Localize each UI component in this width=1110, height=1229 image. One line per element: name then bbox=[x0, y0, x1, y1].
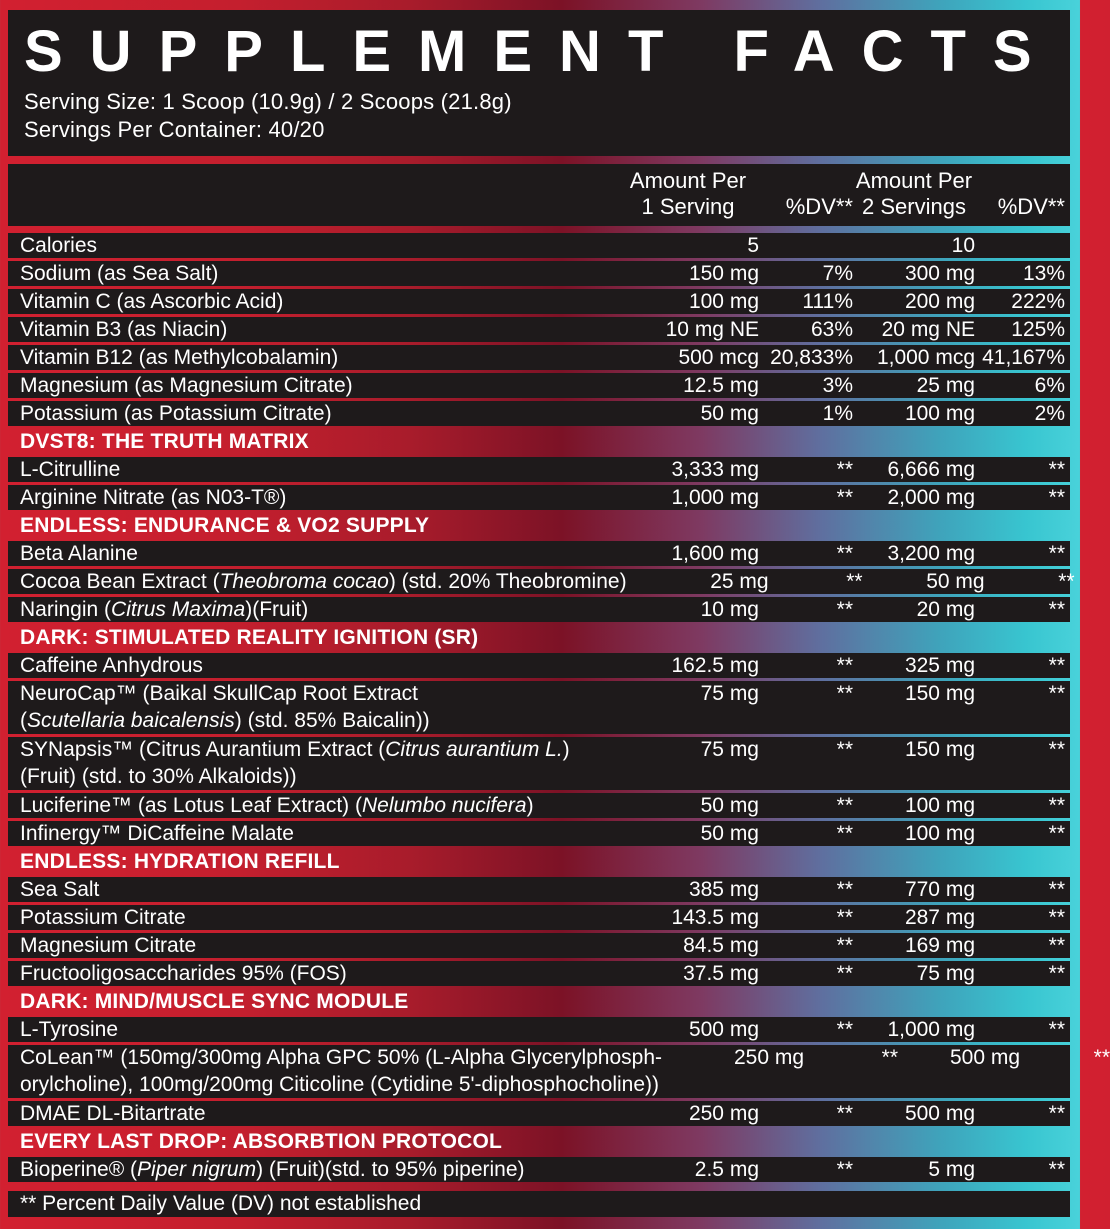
amount-2-servings: 325 mg bbox=[904, 654, 975, 677]
amount-2-servings: 20 mg NE bbox=[881, 318, 975, 341]
column-header-spacer bbox=[20, 168, 617, 220]
table-row bbox=[8, 345, 1070, 370]
amount-2-servings: 287 mg bbox=[904, 906, 975, 929]
dv-1-serving: ** bbox=[836, 1158, 853, 1181]
amount-1-serving: 75 mg bbox=[700, 682, 759, 705]
table-row bbox=[8, 457, 1070, 482]
amount-2-servings: 75 mg bbox=[916, 962, 975, 985]
ingredient-name-line: Infinergy™ DiCaffeine Malate bbox=[20, 822, 294, 845]
serving2-label: 2 Servings bbox=[862, 194, 966, 219]
amount-1-serving: 75 mg bbox=[700, 738, 759, 761]
dv-2-servings: ** bbox=[1048, 1018, 1065, 1041]
ingredient-name bbox=[20, 233, 617, 258]
table-row bbox=[8, 541, 1070, 566]
ingredient-name bbox=[20, 569, 627, 594]
dv-2-servings: ** bbox=[1048, 486, 1065, 509]
table-row bbox=[8, 401, 1070, 426]
dv-2-servings: ** bbox=[1058, 570, 1075, 593]
table-row bbox=[8, 681, 1070, 734]
table-row bbox=[8, 233, 1070, 258]
dv-1-serving: ** bbox=[836, 934, 853, 957]
ingredient-name-line: Arginine Nitrate (as N03-T®) bbox=[20, 486, 287, 509]
ingredient-name-line: Sodium (as Sea Salt) bbox=[20, 262, 219, 285]
table-row bbox=[8, 569, 1075, 594]
amount-2-servings: 100 mg bbox=[904, 794, 975, 817]
amount-1-serving: 250 mg bbox=[733, 1046, 805, 1069]
amount-1-serving: 1,600 mg bbox=[671, 542, 759, 565]
column-headers bbox=[8, 164, 1070, 226]
serving-size: Serving Size: 1 Scoop (10.9g) / 2 Scoops (21.8g) bbox=[24, 89, 512, 114]
amount-1-serving: 1,000 mg bbox=[671, 486, 759, 509]
section-header: DARK: STIMULATED REALITY IGNITION (SR) bbox=[20, 626, 479, 649]
ingredient-name bbox=[20, 1101, 617, 1126]
title-block bbox=[8, 10, 1070, 156]
ingredient-name-line: NeuroCap™ (Baikal SkullCap Root Extract bbox=[20, 682, 418, 705]
amount-2-servings: 500 mg bbox=[904, 1102, 975, 1125]
dv-1-serving: ** bbox=[881, 1046, 899, 1069]
ingredient-name-line: Beta Alanine bbox=[20, 542, 138, 565]
dv-2-servings: ** bbox=[1048, 542, 1065, 565]
ingredient-name-line: L-Citrulline bbox=[20, 458, 121, 481]
dv-1-serving: 3% bbox=[822, 374, 853, 397]
table-row bbox=[8, 317, 1070, 342]
amount-1-serving: 25 mg bbox=[710, 570, 769, 593]
ingredient-name bbox=[20, 681, 617, 734]
dv-1-serving: ** bbox=[846, 570, 863, 593]
dv-1-serving: ** bbox=[836, 458, 853, 481]
dv-2-servings: ** bbox=[1048, 906, 1065, 929]
dv-1-serving: ** bbox=[836, 878, 853, 901]
amount-1-serving: 385 mg bbox=[688, 878, 759, 901]
ingredient-name-line: Potassium (as Potassium Citrate) bbox=[20, 402, 332, 425]
amount-2-servings: 770 mg bbox=[904, 878, 975, 901]
amount-2-servings: 2,000 mg bbox=[887, 486, 975, 509]
servings-per-container: Servings Per Container: 40/20 bbox=[24, 117, 325, 142]
ingredient-name-line: Naringin (Citrus Maxima)(Fruit) bbox=[20, 598, 309, 621]
dv2-label: %DV** bbox=[997, 194, 1065, 219]
dv-1-serving: ** bbox=[836, 486, 853, 509]
ingredient-name-line: CoLean™ (150mg/300mg Alpha GPC 50% (L-Alpha Glycerylphosph- bbox=[20, 1046, 663, 1069]
dv-1-serving: ** bbox=[836, 962, 853, 985]
amount-1-serving: 50 mg bbox=[700, 794, 759, 817]
dv-2-servings: ** bbox=[1093, 1046, 1110, 1069]
table-row bbox=[8, 877, 1070, 902]
amount-1-serving: 5 bbox=[747, 234, 759, 257]
dv-2-servings: ** bbox=[1048, 878, 1065, 901]
table-row bbox=[8, 485, 1070, 510]
amount-2-servings: 50 mg bbox=[926, 570, 985, 593]
ingredient-name-line: Magnesium Citrate bbox=[20, 934, 197, 957]
amount-1-serving: 3,333 mg bbox=[671, 458, 759, 481]
amount-per-label: Amount Per bbox=[629, 168, 747, 193]
amount-2-servings: 6,666 mg bbox=[887, 458, 975, 481]
table-row bbox=[8, 821, 1070, 846]
table-row bbox=[8, 1017, 1070, 1042]
ingredient-name-line: SYNapsis™ (Citrus Aurantium Extract (Citrus aurantium L.) bbox=[20, 738, 570, 761]
amount-2-servings: 100 mg bbox=[904, 402, 975, 425]
dv-2-servings: ** bbox=[1048, 458, 1065, 481]
amount-1-serving: 84.5 mg bbox=[683, 934, 759, 957]
amount-2-servings: 200 mg bbox=[904, 290, 975, 313]
table-row bbox=[8, 653, 1070, 678]
table-row bbox=[8, 289, 1070, 314]
dv-1-serving: 1% bbox=[822, 402, 853, 425]
ingredient-name-line: Caffeine Anhydrous bbox=[20, 654, 203, 677]
serving1-label: 1 Serving bbox=[641, 194, 735, 219]
dv-1-serving: ** bbox=[836, 906, 853, 929]
dv-2-servings: 125% bbox=[1011, 318, 1065, 341]
ingredient-name bbox=[20, 289, 617, 314]
dv-1-serving: 7% bbox=[822, 262, 853, 285]
dv-2-servings: ** bbox=[1048, 682, 1065, 705]
table-row bbox=[8, 597, 1070, 622]
dv-2-servings: ** bbox=[1048, 962, 1065, 985]
ingredient-name-line: Fructooligosaccharides 95% (FOS) bbox=[20, 962, 347, 985]
dv-2-servings: 13% bbox=[1022, 262, 1065, 285]
amount-1-serving: 12.5 mg bbox=[683, 374, 759, 397]
facts-table bbox=[8, 233, 1110, 1185]
amount-2-servings: 1,000 mg bbox=[887, 1018, 975, 1041]
table-row bbox=[8, 1157, 1070, 1182]
ingredient-name-line: Vitamin B3 (as Niacin) bbox=[20, 318, 228, 341]
dv-2-servings: ** bbox=[1048, 1102, 1065, 1125]
dv-2-servings: 6% bbox=[1034, 374, 1065, 397]
table-row bbox=[8, 373, 1070, 398]
section-header: ENDLESS: HYDRATION REFILL bbox=[20, 850, 340, 873]
amount-1-serving: 162.5 mg bbox=[671, 654, 759, 677]
dv-2-servings: ** bbox=[1048, 822, 1065, 845]
footnote: ** Percent Daily Value (DV) not established bbox=[8, 1191, 1070, 1217]
ingredient-name-line: Cocoa Bean Extract (Theobroma cocao) (std. 20% Theobromine) bbox=[20, 570, 627, 593]
ingredient-name-line: Vitamin C (as Ascorbic Acid) bbox=[20, 290, 284, 313]
ingredient-name bbox=[20, 597, 617, 622]
amount-2-servings: 300 mg bbox=[904, 262, 975, 285]
dv-1-serving: 63% bbox=[810, 318, 853, 341]
ingredient-name-line: L-Tyrosine bbox=[20, 1018, 119, 1041]
dv-1-serving: ** bbox=[836, 1018, 853, 1041]
ingredient-name bbox=[20, 345, 617, 370]
ingredient-name bbox=[20, 541, 617, 566]
amount-2-servings: 5 mg bbox=[928, 1158, 975, 1181]
ingredient-name bbox=[20, 793, 617, 818]
column-header-dv-2 bbox=[975, 168, 1065, 220]
amount-1-serving: 50 mg bbox=[700, 402, 759, 425]
dv-2-servings: ** bbox=[1048, 654, 1065, 677]
amount-2-servings: 169 mg bbox=[904, 934, 975, 957]
ingredient-name bbox=[20, 905, 617, 930]
table-row bbox=[8, 933, 1070, 958]
table-row bbox=[8, 737, 1070, 790]
dv-1-serving: 111% bbox=[802, 290, 853, 313]
table-row bbox=[8, 1045, 1110, 1098]
ingredient-name bbox=[20, 737, 617, 790]
dv-1-serving: ** bbox=[836, 794, 853, 817]
amount-1-serving: 143.5 mg bbox=[671, 906, 759, 929]
amount-1-serving: 10 mg bbox=[700, 598, 759, 621]
ingredient-name-line: (Fruit) (std. to 30% Alkaloids)) bbox=[20, 764, 297, 788]
column-header-amount-2-servings bbox=[853, 168, 975, 220]
amount-2-servings: 20 mg bbox=[916, 598, 975, 621]
amount-2-servings: 3,200 mg bbox=[887, 542, 975, 565]
amount-2-servings: 150 mg bbox=[904, 682, 975, 705]
ingredient-name bbox=[20, 401, 617, 426]
dv-1-serving: ** bbox=[836, 1102, 853, 1125]
amount-1-serving: 500 mcg bbox=[678, 346, 759, 369]
ingredient-name-line: Sea Salt bbox=[20, 878, 100, 901]
amount-2-servings: 100 mg bbox=[904, 822, 975, 845]
amount-2-servings: 500 mg bbox=[949, 1046, 1021, 1069]
ingredient-name-line: Luciferine™ (as Lotus Leaf Extract) (Nelumbo nucifera) bbox=[20, 794, 534, 817]
column-header-amount-1-serving bbox=[617, 168, 759, 220]
ingredient-name bbox=[20, 653, 617, 678]
table-row bbox=[8, 793, 1070, 818]
section-header: ENDLESS: ENDURANCE & VO2 SUPPLY bbox=[20, 514, 430, 537]
ingredient-name bbox=[20, 1017, 617, 1042]
section-header: DARK: MIND/MUSCLE SYNC MODULE bbox=[20, 990, 409, 1013]
dv-2-servings: 2% bbox=[1034, 402, 1065, 425]
ingredient-name-line: Magnesium (as Magnesium Citrate) bbox=[20, 374, 353, 397]
ingredient-name bbox=[20, 961, 617, 986]
amount-1-serving: 37.5 mg bbox=[683, 962, 759, 985]
section-header: DVST8: THE TRUTH MATRIX bbox=[20, 430, 309, 453]
ingredient-name bbox=[20, 373, 617, 398]
dv-2-servings: ** bbox=[1048, 934, 1065, 957]
ingredient-name bbox=[20, 261, 617, 286]
ingredient-name-line: Vitamin B12 (as Methylcobalamin) bbox=[20, 346, 339, 369]
dv-1-serving: ** bbox=[836, 822, 853, 845]
dv-2-servings: 222% bbox=[1011, 290, 1065, 313]
amount-1-serving: 250 mg bbox=[688, 1102, 759, 1125]
amount-1-serving: 100 mg bbox=[688, 290, 759, 313]
dv-2-servings: ** bbox=[1048, 794, 1065, 817]
table-row bbox=[8, 1101, 1070, 1126]
amount-1-serving: 10 mg NE bbox=[665, 318, 759, 341]
ingredient-name bbox=[20, 1045, 662, 1098]
ingredient-name bbox=[20, 317, 617, 342]
table-row bbox=[8, 261, 1070, 286]
ingredient-name-line: Bioperine® (Piper nigrum) (Fruit)(std. to 95% piperine) bbox=[20, 1158, 525, 1181]
amount-1-serving: 50 mg bbox=[700, 822, 759, 845]
amount-2-servings: 25 mg bbox=[916, 374, 975, 397]
ingredient-name bbox=[20, 821, 617, 846]
dv-2-servings: ** bbox=[1048, 598, 1065, 621]
ingredient-name-line: (Scutellaria baicalensis) (std. 85% Baicalin)) bbox=[20, 708, 430, 732]
dv-1-serving: ** bbox=[836, 542, 853, 565]
dv-1-serving: ** bbox=[836, 738, 853, 761]
ingredient-name-line: Calories bbox=[20, 234, 98, 257]
amount-1-serving: 500 mg bbox=[688, 1018, 759, 1041]
ingredient-name bbox=[20, 877, 617, 902]
dv1-label: %DV** bbox=[785, 194, 853, 219]
amount-2-servings: 10 bbox=[951, 234, 975, 257]
dv-2-servings: 41,167% bbox=[982, 346, 1065, 369]
amount-1-serving: 2.5 mg bbox=[694, 1158, 759, 1181]
ingredient-name bbox=[20, 485, 617, 510]
ingredient-name bbox=[20, 933, 617, 958]
amount-2-servings: 1,000 mcg bbox=[876, 346, 975, 369]
ingredient-name-line: DMAE DL-Bitartrate bbox=[20, 1102, 206, 1125]
section-header: EVERY LAST DROP: ABSORBTION PROTOCOL bbox=[20, 1130, 503, 1153]
ingredient-name-line: Potassium Citrate bbox=[20, 906, 186, 929]
dv-1-serving: 20,833% bbox=[770, 346, 853, 369]
dv-1-serving: ** bbox=[836, 598, 853, 621]
amount-1-serving: 150 mg bbox=[688, 262, 759, 285]
ingredient-name-line: orylcholine), 100mg/200mg Citicoline (Cytidine 5'-diphosphocholine)) bbox=[20, 1072, 660, 1096]
page-title: SUPPLEMENT FACTS bbox=[24, 19, 1059, 84]
column-header-dv-1 bbox=[759, 168, 853, 220]
amount-per-label: Amount Per bbox=[855, 168, 973, 193]
dv-1-serving: ** bbox=[836, 682, 853, 705]
ingredient-name bbox=[20, 1157, 617, 1182]
table-row bbox=[8, 905, 1070, 930]
ingredient-name bbox=[20, 457, 617, 482]
dv-1-serving: ** bbox=[836, 654, 853, 677]
dv-2-servings: ** bbox=[1048, 1158, 1065, 1181]
dv-2-servings: ** bbox=[1048, 738, 1065, 761]
amount-2-servings: 150 mg bbox=[904, 738, 975, 761]
table-row bbox=[8, 961, 1070, 986]
